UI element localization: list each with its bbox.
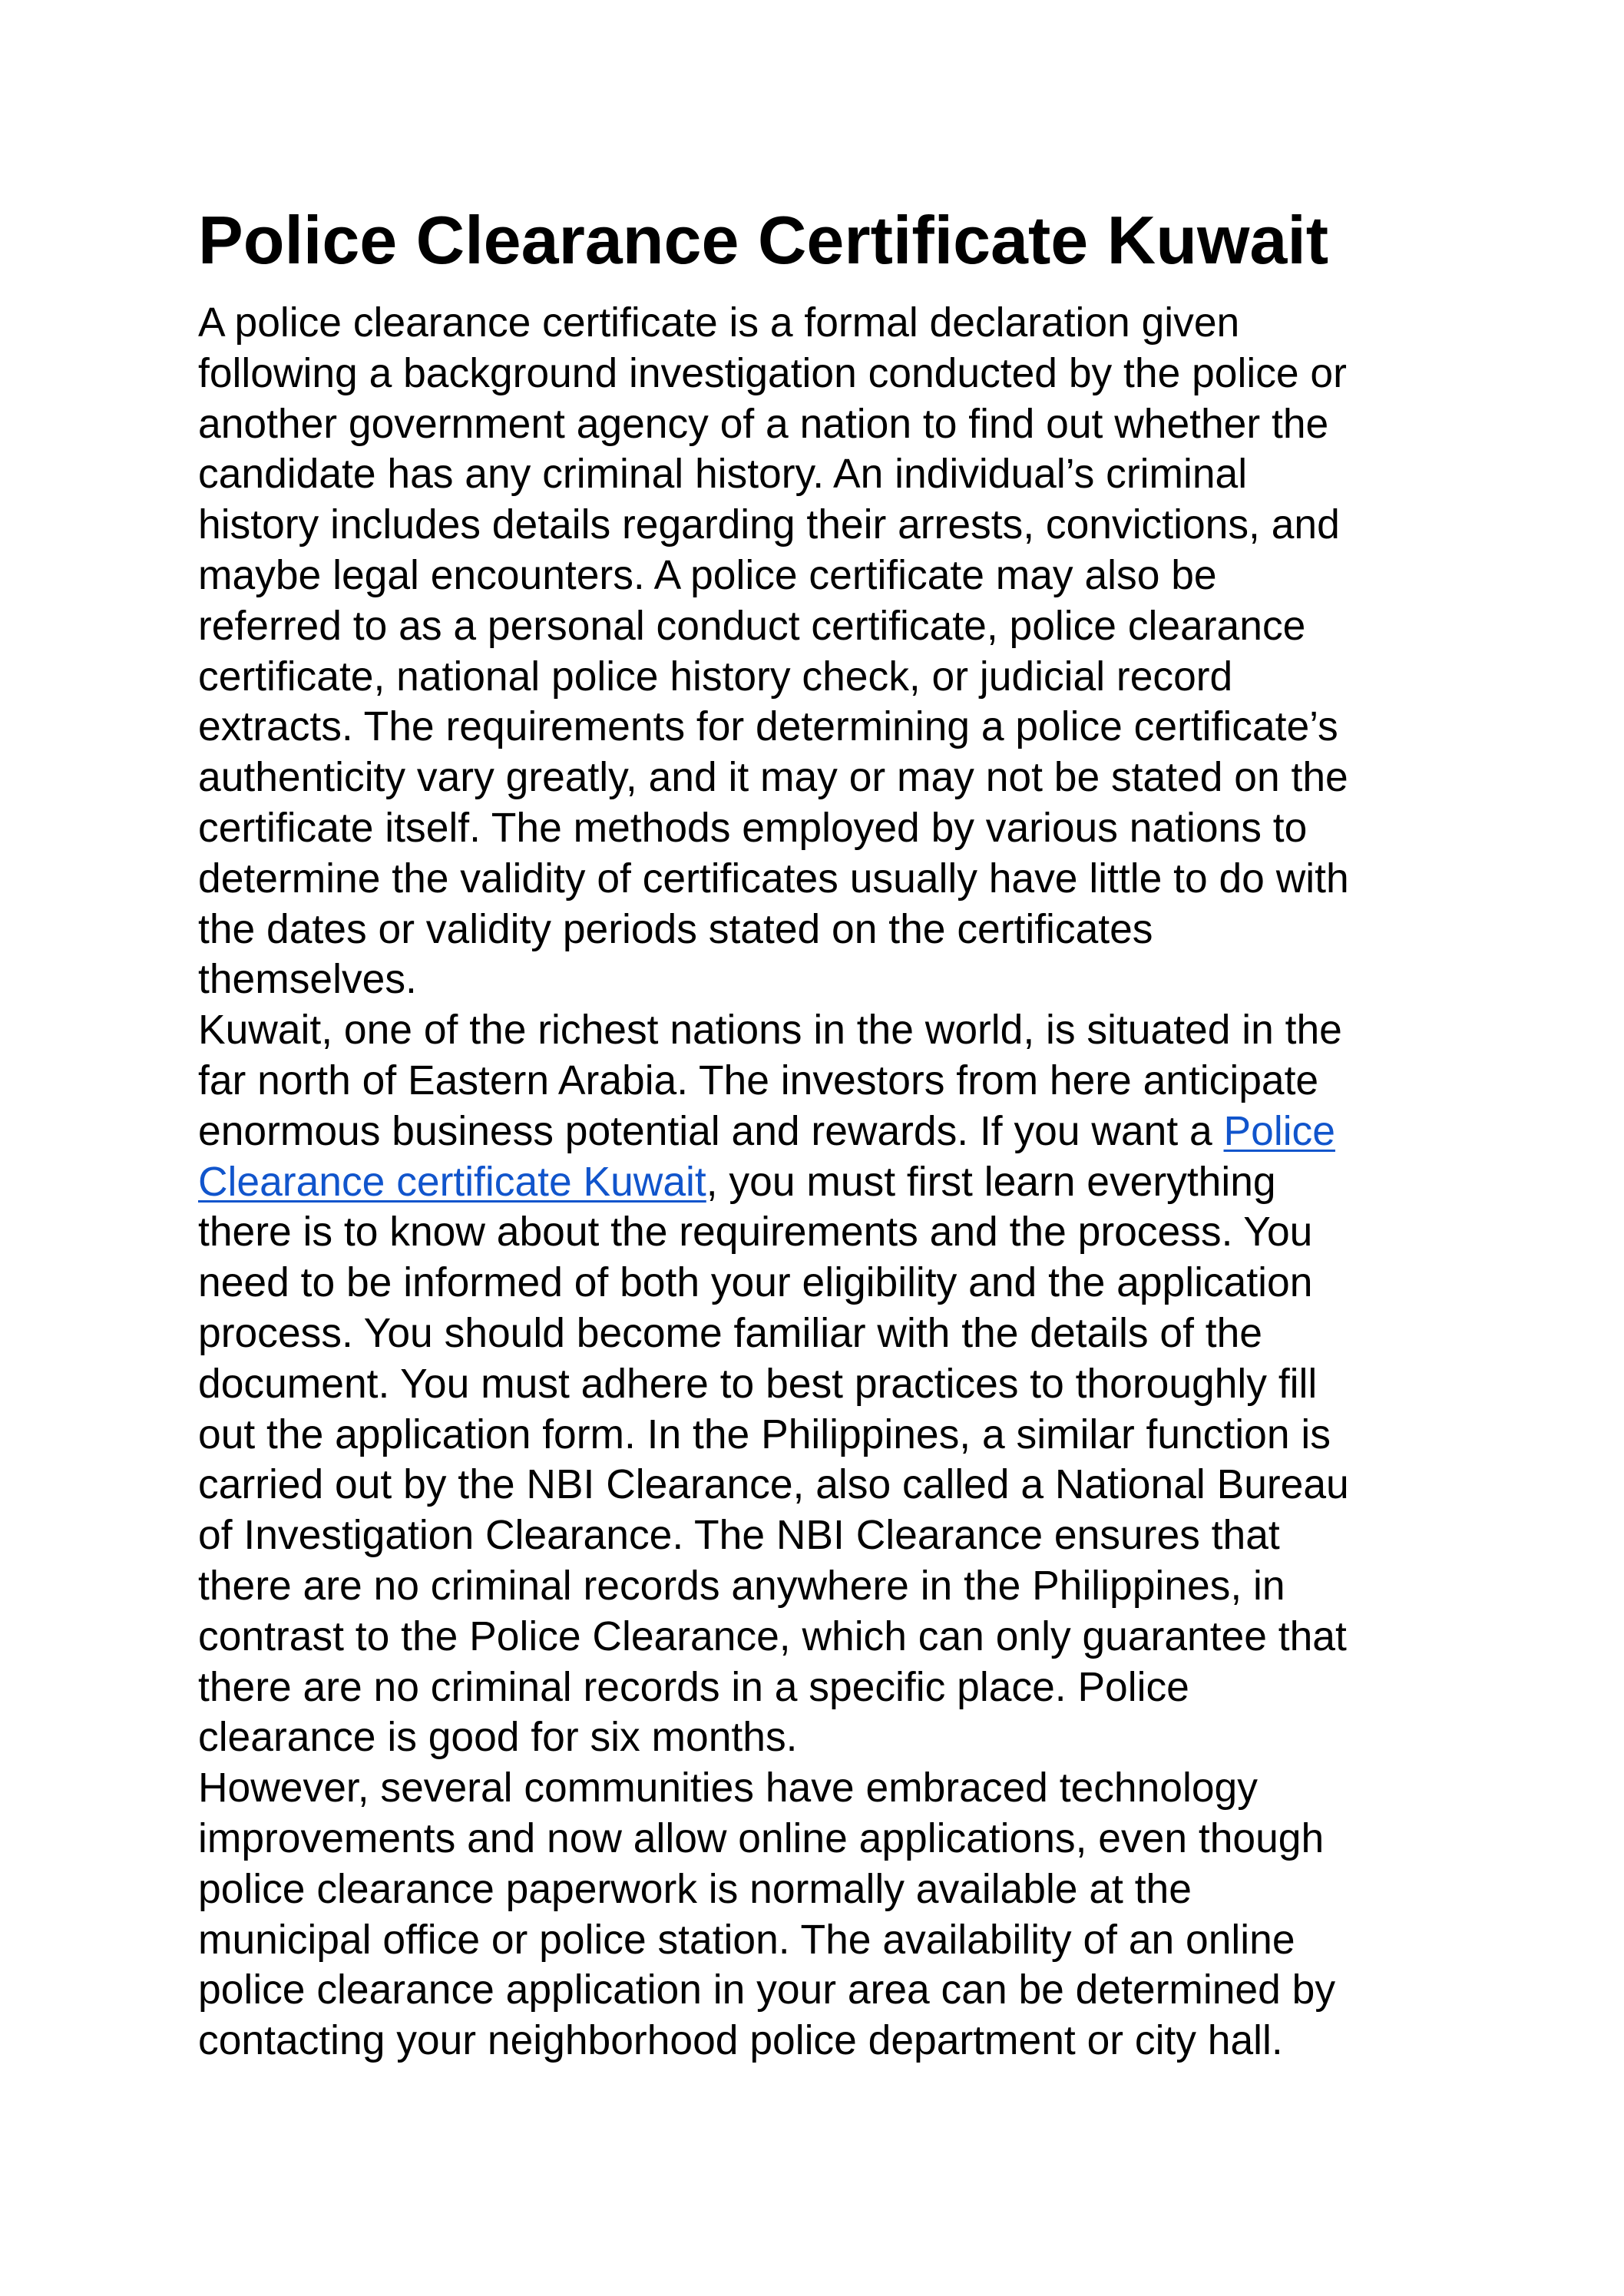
paragraph-line: contacting your neighborhood police department or city hall. (198, 2018, 1283, 2064)
document-title: Police Clearance Certificate Kuwait (198, 202, 1329, 278)
paragraph-text: , you must first learn everything (706, 1159, 1276, 1205)
paragraph-line: there are no criminal records anywhere in the Philippines, in (198, 1563, 1285, 1609)
paragraph-line: themselves. (198, 957, 417, 1003)
paragraph-line: candidate has any criminal history. An individual’s criminal (198, 452, 1248, 498)
paragraph-line: another government agency of a nation to find out whether the (198, 401, 1329, 447)
paragraph-line: there are no criminal records in a specific place. Police (198, 1664, 1189, 1710)
paragraph-line (198, 1107, 1457, 1157)
police-clearance-link[interactable]: Police (1223, 1108, 1335, 1154)
paragraph-line: authenticity vary greatly, and it may or may not be stated on the (198, 755, 1348, 801)
paragraph-line: following a background investigation conducted by the police or (198, 350, 1347, 396)
paragraph-line: determine the validity of certificates usually have little to do with (198, 855, 1349, 902)
paragraph-3 (198, 1763, 1457, 2066)
paragraph-line: However, several communities have embraced technology (198, 1765, 1258, 1811)
paragraph-line: police clearance application in your area can be determined by (198, 1967, 1336, 2013)
paragraph-line: process. You should become familiar with the details of the (198, 1310, 1262, 1356)
paragraph-line: municipal office or police station. The availability of an online (198, 1917, 1295, 1963)
document-content (198, 198, 1457, 2066)
paragraph-text: enormous business potential and rewards. If you want a (198, 1108, 1224, 1154)
paragraph-line: the dates or validity periods stated on the certificates (198, 906, 1153, 952)
paragraph-line: improvements and now allow online applications, even though (198, 1815, 1325, 1861)
paragraph-line: carried out by the NBI Clearance, also called a National Bureau (198, 1462, 1349, 1508)
paragraph-line: maybe legal encounters. A police certificate may also be (198, 552, 1217, 598)
paragraph-1 (198, 298, 1457, 1005)
paragraph-line: far north of Eastern Arabia. The investors from here anticipate (198, 1057, 1319, 1103)
paragraph-line: certificate itself. The methods employed by various nations to (198, 805, 1308, 851)
paragraph-line: certificate, national police history check, or judicial record (198, 653, 1233, 700)
paragraph-line: of Investigation Clearance. The NBI Clearance ensures that (198, 1513, 1280, 1559)
paragraph-line: referred to as a personal conduct certificate, police clearance (198, 603, 1306, 649)
paragraph-line: A police clearance certificate is a formal declaration given (198, 300, 1240, 346)
paragraph-line: document. You must adhere to best practices to thoroughly fill (198, 1361, 1318, 1407)
paragraph-line: police clearance paperwork is normally available at the (198, 1866, 1192, 1912)
paragraph-line: extracts. The requirements for determining a police certificate’s (198, 704, 1338, 750)
paragraph-2 (198, 1005, 1457, 1763)
paragraph-line: clearance is good for six months. (198, 1715, 798, 1761)
police-clearance-link-continued[interactable]: Clearance certificate Kuwait (198, 1159, 706, 1205)
paragraph-line: contrast to the Police Clearance, which can only guarantee that (198, 1613, 1347, 1659)
paragraph-line (198, 1157, 1457, 1208)
paragraph-line: need to be informed of both your eligibility and the application (198, 1260, 1313, 1306)
paragraph-line: Kuwait, one of the richest nations in the world, is situated in the (198, 1007, 1342, 1054)
paragraph-line: out the application form. In the Philippines, a similar function is (198, 1411, 1331, 1457)
document-body (198, 298, 1457, 2066)
paragraph-line: there is to know about the requirements and the process. You (198, 1209, 1313, 1256)
paragraph-line: history includes details regarding their arrests, convictions, and (198, 502, 1340, 548)
